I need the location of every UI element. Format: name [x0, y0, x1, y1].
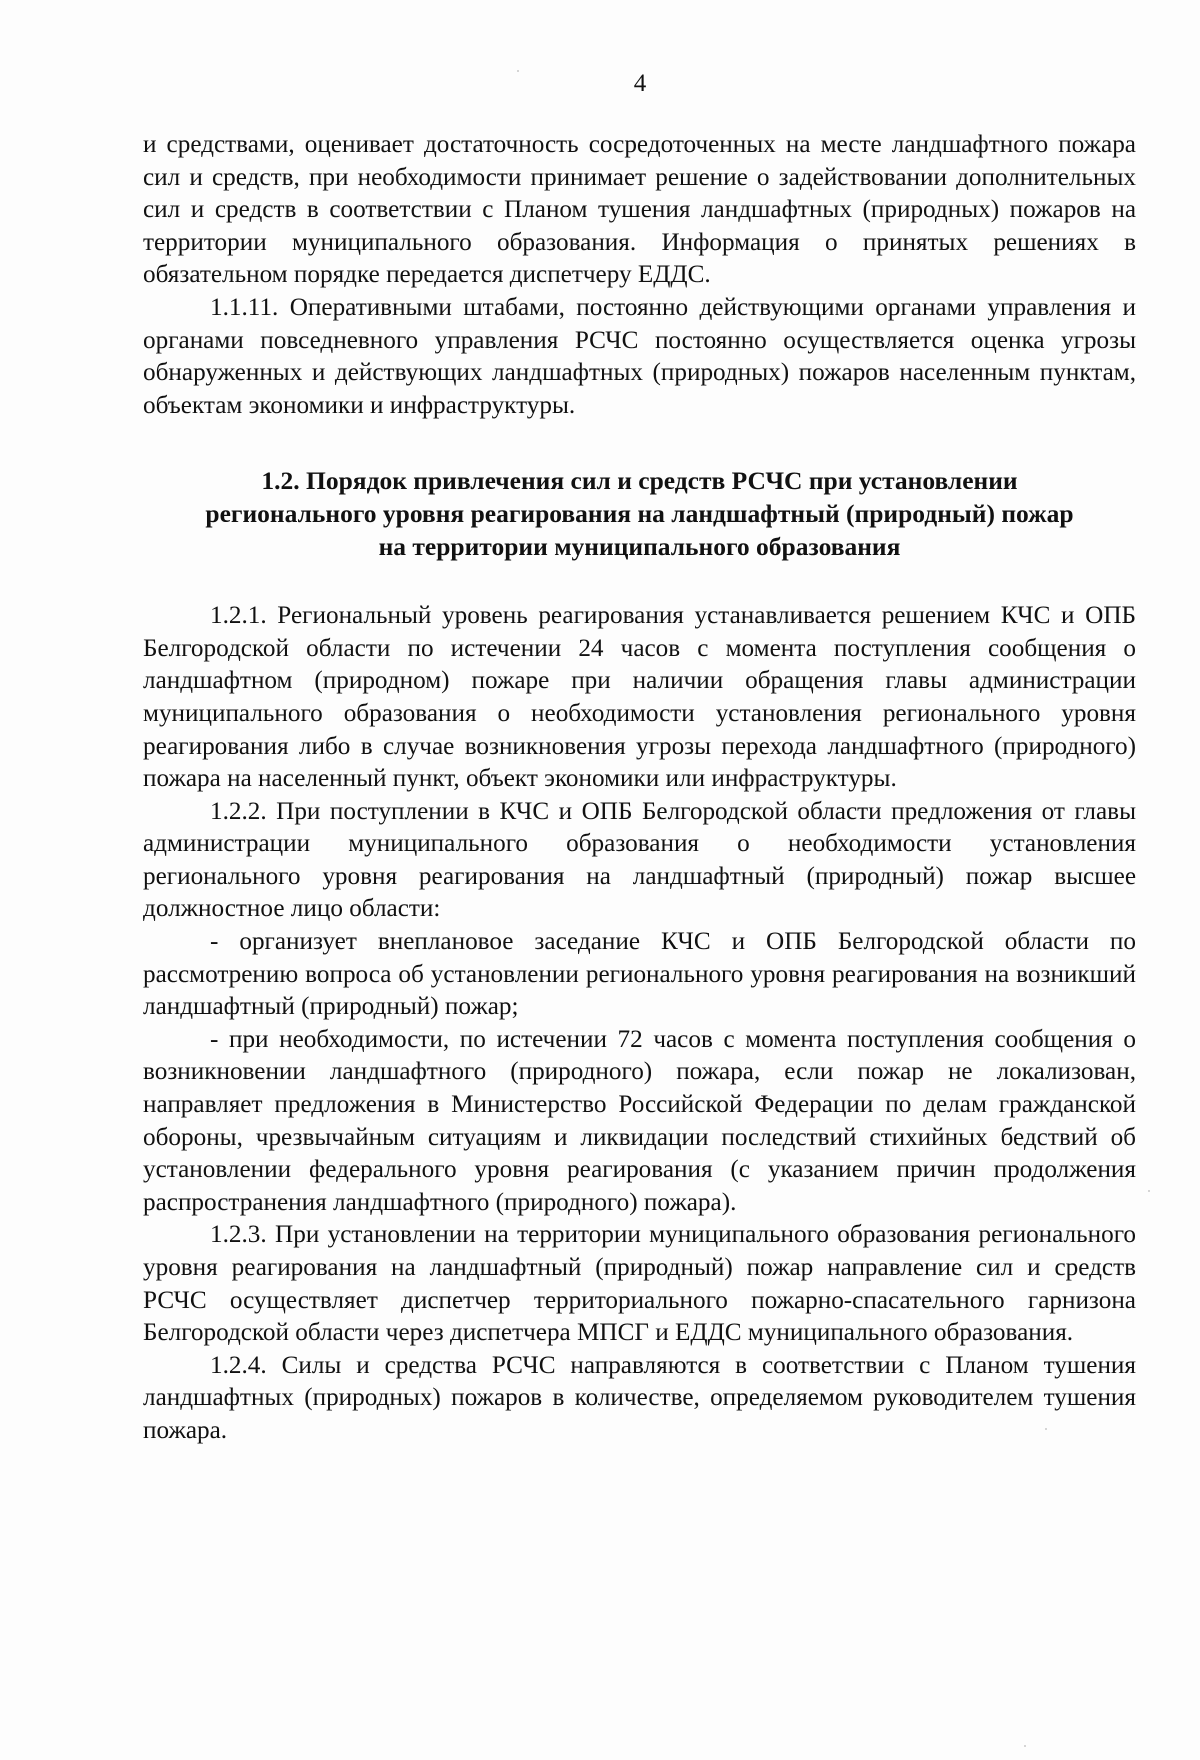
- section-heading-line-1: 1.2. Порядок привлечения сил и средств РСЧС при установлении: [261, 466, 1018, 496]
- section-heading-line-2: регионального уровня реагирования на ландшафтный (природный) пожар: [205, 498, 1074, 528]
- paragraph-1-1-11: 1.1.11. Оперативными штабами, постоянно действующими органами управления и органами повседневного управления РСЧС постоянно осуществляется оценка угрозы обнаруженных и действующих ландшафтных (природных) пожаров населенным пунктам, объектам экономики и инфраструктуры.: [143, 293, 1136, 419]
- list-item-sends-proposals: - при необходимости, по истечении 72 часов с момента поступления сообщения о возникновении ландшафтного (природного) пожара, если пожар не локализован, направляет предложения в Министерство Российской Федерации по делам гражданской обороны, чрезвычайным ситуациям и ликвидации последствий стихийных бедствий об установлении федерального уровня реагирования (с указанием причин продолжения распространения ландшафтного (природного) пожара).: [143, 1025, 1136, 1216]
- paragraph-1-2-3: 1.2.3. При установлении на территории муниципального образования регионального уровня реагирования на ландшафтный (природный) пожар направление сил и средств РСЧС осуществляет диспетчер территориального пожарно-спасательного гарнизона Белгородской области через диспетчера МПСГ и ЕДДС муниципального образования.: [143, 1221, 1136, 1347]
- paragraph-1-2-2: 1.2.2. При поступлении в КЧС и ОПБ Белгородской области предложения от главы администрации муниципального образования о необходимости установления регионального уровня реагирования на ландшафтный (природный) пожар высшее должностное лицо области:: [143, 797, 1136, 923]
- scan-speck: [517, 70, 519, 72]
- document-body: [143, 129, 1136, 1448]
- scan-speck: [1024, 1745, 1026, 1747]
- scan-speck: [1148, 1190, 1150, 1192]
- paragraph-1-2-4: 1.2.4. Силы и средства РСЧС направляются в соответствии с Планом тушения ландшафтных (природных) пожаров в количестве, определяемом руководителем тушения пожара.: [143, 1351, 1136, 1444]
- paragraph-1-2-1: 1.2.1. Региональный уровень реагирования устанавливается решением КЧС и ОПБ Белгородской области по истечении 24 часов с момента поступления сообщения о ландшафтном (природном) пожаре при наличии обращения главы администрации муниципального образования о необходимости установления регионального уровня реагирования либо в случае возникновения угрозы перехода ландшафтного (природного) пожара на населенный пункт, объект экономики или инфраструктуры.: [143, 602, 1136, 793]
- section-heading-line-3: на территории муниципального образования: [378, 531, 901, 561]
- page-number: 4: [633, 70, 647, 97]
- section-heading: [143, 465, 1136, 563]
- list-item-organizes-meeting: - организует внеплановое заседание КЧС и ОПБ Белгородской области по рассмотрению вопроса об установлении регионального уровня реагирования на возникший ландшафтный (природный) пожар;: [143, 928, 1136, 1021]
- scan-speck: [1045, 1428, 1047, 1430]
- paragraph-continuation: и средствами, оценивает достаточность сосредоточенных на месте ландшафтного пожара сил и средств, при необходимости принимает решение о задействовании дополнительных сил и средств в соответствии с Планом тушения ландшафтных (природных) пожаров на территории муниципального образования. Информация о принятых решениях в обязательном порядке передается диспетчеру ЕДДС.: [143, 131, 1136, 289]
